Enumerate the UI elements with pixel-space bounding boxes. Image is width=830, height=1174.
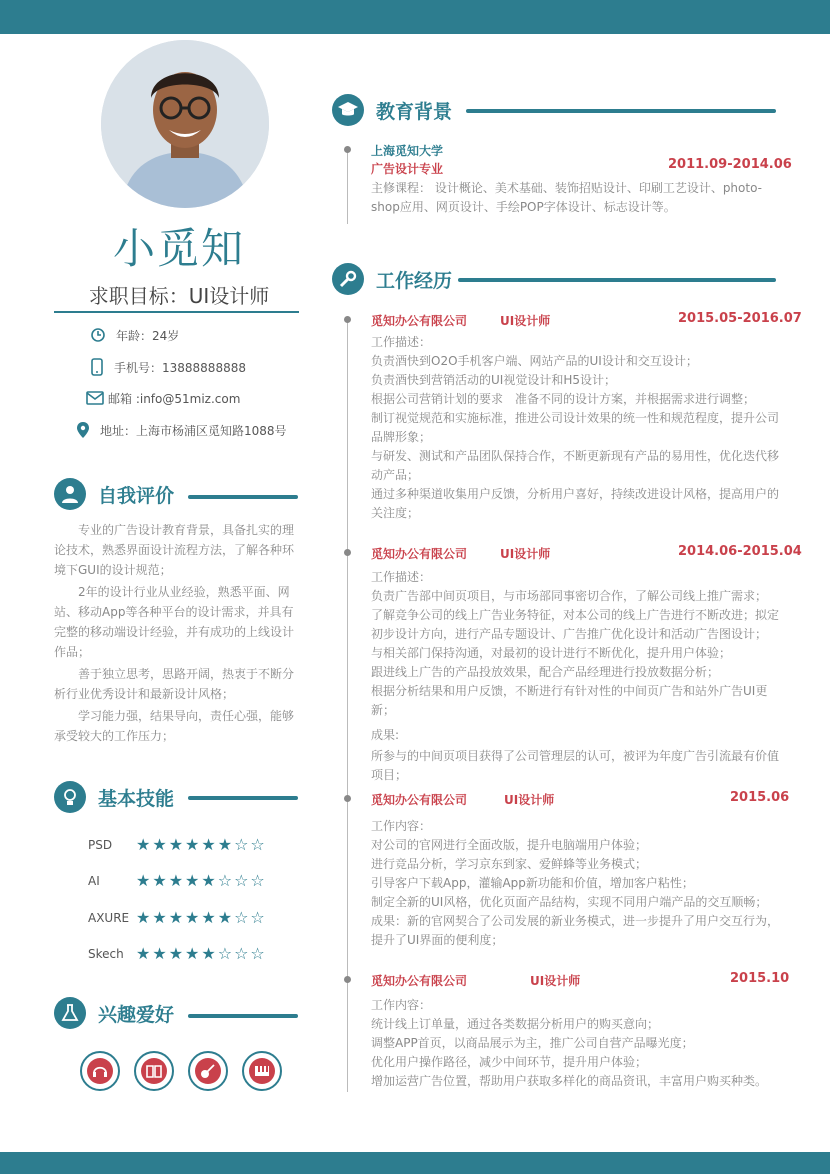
star-empty-icon: ☆	[217, 944, 233, 963]
job-line: 制定全新的UI风格，优化页面产品结构，实现不同用户端产品的交互顺畅；	[371, 895, 768, 909]
job-title: UI设计师	[500, 314, 551, 328]
timeline-line	[347, 148, 348, 224]
self-eval-para: 专业的广告设计教育背景，具备扎实的理论技术，熟悉界面设计流程方法，了解各种环境下GUI的设计规范；	[54, 523, 295, 577]
company-name: 觅知办公有限公司	[371, 793, 468, 807]
star-empty-icon: ☆	[234, 871, 249, 890]
star-empty-icon: ☆	[234, 944, 249, 963]
graduation-cap-icon	[332, 94, 364, 126]
timeline-dot	[344, 795, 351, 802]
job-description	[371, 333, 779, 523]
job-line: 通过多种渠道收集用户反馈，分析用户喜好，持续改进设计风格，提高用户的关注度；	[371, 487, 780, 520]
job-line: 与研发、测试和产品团队保持合作，不断更新现有产品的易用性，优化迭代移动产品；	[371, 449, 780, 482]
user-icon	[54, 478, 86, 510]
job-line: 负责广告部中间页项目，与市场部同事密切合作，了解公司线上推广需求；	[371, 589, 768, 603]
job-date: 2015.06	[730, 790, 790, 805]
job-date: 2014.06-2015.04	[678, 544, 802, 559]
avatar	[101, 40, 269, 208]
section-title: 自我评价	[98, 484, 175, 507]
star-filled-icon: ★	[201, 908, 216, 927]
hobby-piano	[242, 1051, 282, 1091]
mail-icon	[86, 391, 104, 405]
skill-row	[88, 835, 267, 855]
job-line: 优化用户操作路径，减少中间环节，提升用户体验；	[371, 1055, 648, 1069]
star-filled-icon: ★	[168, 871, 184, 890]
section-title: 教育背景	[376, 100, 453, 123]
headphones-icon	[92, 1063, 108, 1079]
skill-name: Skech	[88, 947, 124, 961]
job-line: 负责酒快到O2O手机客户端、网站产品的UI设计和交互设计；	[371, 354, 698, 368]
job-title: UI设计师	[504, 793, 555, 807]
job-line: 跟进线上广告的产品投放效果，配合产品经理进行投放数据分析；	[371, 665, 720, 679]
star-filled-icon: ★	[201, 871, 216, 890]
company-name: 觅知办公有限公司	[371, 547, 468, 561]
star-filled-icon: ★	[152, 835, 167, 854]
star-filled-icon: ★	[168, 944, 184, 963]
book-icon	[146, 1063, 162, 1079]
skill-name: AXURE	[88, 911, 130, 925]
star-filled-icon: ★	[136, 871, 151, 890]
age-row	[90, 325, 179, 345]
bottom-bar	[0, 1152, 830, 1174]
skill-name: PSD	[88, 838, 113, 852]
section-title: 工作经历	[376, 269, 453, 292]
company-name: 觅知办公有限公司	[371, 974, 468, 988]
star-empty-icon: ☆	[250, 944, 265, 963]
piano-icon	[254, 1063, 270, 1079]
phone-text: 手机号：13888888888	[114, 360, 246, 375]
email-row	[86, 388, 240, 408]
star-filled-icon: ★	[185, 944, 200, 963]
job-line: 工作描述：	[371, 570, 432, 584]
self-eval-para: 2年的设计行业从业经验，熟悉平面、网站、移动App等各种平台的设计需求，并具有完整的移动端设计经验，并有成功的上线设计作品；	[54, 585, 295, 659]
star-empty-icon: ☆	[217, 871, 233, 890]
lightbulb-icon	[54, 781, 86, 813]
flask-icon	[54, 997, 86, 1029]
result-text: 所参与的中间页项目获得了公司管理层的认可，被评为年度广告引流最有价值项目；	[371, 749, 780, 782]
job-line: 引导客户下载App，灌输App新功能和价值，增加客户粘性；	[371, 876, 694, 890]
section-title: 兴趣爱好	[98, 1003, 175, 1026]
job-line: 与相关部门保持沟通，对最初的设计进行不断优化，提升用户体验；	[371, 646, 732, 660]
job-description	[371, 996, 779, 1091]
skill-row	[88, 871, 267, 891]
job-title: UI设计师	[530, 974, 581, 988]
star-filled-icon: ★	[136, 944, 151, 963]
timeline-dot	[344, 549, 351, 556]
work-header	[332, 263, 452, 295]
job-description	[371, 817, 779, 950]
guitar-icon	[200, 1063, 216, 1079]
star-filled-icon: ★	[217, 908, 233, 927]
star-filled-icon: ★	[168, 908, 184, 927]
hobby-reading	[134, 1051, 174, 1091]
job-description	[371, 568, 779, 785]
age-text: 年龄：24岁	[116, 328, 180, 343]
timeline-dot	[344, 316, 351, 323]
job-line: 根据分析结果和用户反馈，不断进行有针对性的中间页广告和站外广告UI更新；	[371, 684, 768, 717]
skill-name: AI	[88, 874, 100, 888]
hobby-guitar	[188, 1051, 228, 1091]
location-icon	[76, 421, 90, 439]
divider	[54, 311, 299, 313]
job-line: 工作描述：	[371, 335, 432, 349]
self-eval-header	[54, 478, 174, 510]
top-bar	[0, 0, 830, 34]
section-title: 基本技能	[98, 787, 175, 810]
star-filled-icon: ★	[201, 835, 216, 854]
hobby-music	[80, 1051, 120, 1091]
section-rule	[466, 109, 776, 113]
star-filled-icon: ★	[168, 835, 184, 854]
email-text: 邮箱 :info@51miz.com	[108, 391, 241, 406]
job-line: 调整APP首页，以商品展示为主，推广公司自营产品曝光度；	[371, 1036, 694, 1050]
timeline-dot	[344, 146, 351, 153]
job-title: UI设计师	[500, 547, 551, 561]
job-date: 2015.05-2016.07	[678, 311, 802, 326]
job-line: 统计线上订单量，通过各类数据分析用户的购买意向；	[371, 1017, 660, 1031]
job-date: 2015.10	[730, 971, 790, 986]
skill-rating	[136, 946, 267, 962]
star-filled-icon: ★	[152, 908, 167, 927]
education-header	[332, 94, 452, 126]
major-name: 广告设计专业	[371, 162, 444, 176]
self-eval-text	[54, 520, 302, 748]
star-empty-icon: ☆	[234, 835, 249, 854]
candidate-name: 小觅知	[112, 224, 245, 273]
skills-header	[54, 781, 174, 813]
star-empty-icon: ☆	[250, 871, 265, 890]
clock-icon	[90, 327, 106, 343]
skill-row	[88, 944, 267, 964]
star-filled-icon: ★	[185, 835, 200, 854]
job-line: 工作内容：	[371, 819, 432, 833]
job-line: 工作内容：	[371, 998, 432, 1012]
timeline-dot	[344, 976, 351, 983]
skill-rating	[136, 873, 267, 889]
job-line: 了解竞争公司的线上广告业务特征，对本公司的线上广告进行不断改进；拟定初步设计方向，进行产品专题设计、广告推广优化设计和活动广告图设计；	[371, 608, 780, 641]
star-filled-icon: ★	[185, 871, 200, 890]
star-filled-icon: ★	[136, 908, 151, 927]
section-rule	[188, 1014, 298, 1018]
section-rule	[188, 495, 298, 499]
job-line: 进行竞品分析，学习京东到家、爱鲜蜂等业务模式；	[371, 857, 648, 871]
skill-row	[88, 908, 267, 928]
phone-row	[90, 357, 246, 377]
address-text: 地址：上海市杨浦区觅知路1088号	[100, 423, 287, 438]
job-line: 增加运营广告位置，帮助用户获取多样化的商品资讯，丰富用户购买种类。	[371, 1074, 768, 1088]
phone-icon	[90, 358, 104, 376]
skill-rating	[136, 837, 267, 853]
star-filled-icon: ★	[152, 871, 167, 890]
star-filled-icon: ★	[201, 944, 216, 963]
section-rule	[458, 278, 776, 282]
wrench-icon	[332, 263, 364, 295]
section-rule	[188, 796, 298, 800]
company-name: 觅知办公有限公司	[371, 314, 468, 328]
hobbies-header	[54, 997, 174, 1029]
star-empty-icon: ☆	[234, 908, 249, 927]
star-filled-icon: ★	[217, 835, 233, 854]
address-row	[76, 420, 287, 440]
job-line: 根据公司营销计划的要求 准备不同的设计方案，并根据需求进行调整；	[371, 392, 756, 406]
education-date: 2011.09-2014.06	[668, 157, 792, 172]
job-line: 制订视觉规范和实施标准，推进公司设计效果的统一性和规范程度，提升公司品牌形象；	[371, 411, 780, 444]
star-empty-icon: ☆	[250, 908, 265, 927]
self-eval-para: 学习能力强，结果导向，责任心强，能够承受较大的工作压力；	[54, 709, 295, 743]
star-filled-icon: ★	[152, 944, 167, 963]
star-filled-icon: ★	[185, 908, 200, 927]
result-label: 成果:	[371, 728, 400, 742]
job-line: 对公司的官网进行全面改版，提升电脑端用户体验；	[371, 838, 648, 852]
star-filled-icon: ★	[136, 835, 151, 854]
skill-rating	[136, 910, 267, 926]
star-empty-icon: ☆	[250, 835, 265, 854]
job-line: 成果：新的官网契合了公司发展的新业务模式，进一步提升了用户交互行为，提升了UI界面的便利度；	[371, 914, 780, 947]
job-objective: 求职目标：UI设计师	[88, 284, 270, 308]
school-name: 上海觅知大学	[371, 144, 444, 158]
job-line: 负责酒快到营销活动的UI视觉设计和H5设计；	[371, 373, 616, 387]
course-text: 主修课程： 设计概论、美术基础、装饰招贴设计、印刷工艺设计、photo-shop应用、网页设计、手绘POP字体设计、标志设计等。	[371, 181, 762, 214]
self-eval-para: 善于独立思考，思路开阔，热衷于不断分析行业优秀设计和最新设计风格；	[54, 667, 295, 701]
